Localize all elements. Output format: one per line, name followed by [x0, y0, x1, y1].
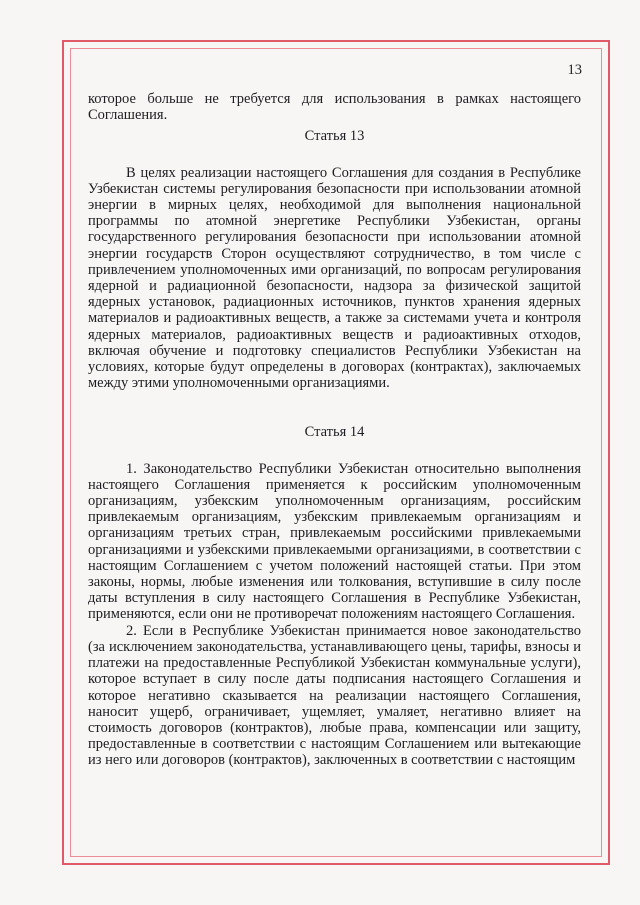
article-13-title: Статья 13: [304, 128, 365, 145]
intro-paragraph: которое больше не требуется для использования в рамках настоящего Соглашения.: [88, 91, 581, 124]
article-14-paragraph-2: 2. Если в Республике Узбекистан принимается новое законодательство (за исключением законодательства, устанавливающего цены, тарифы, взносы и платежи на предоставленные Республикой Узбекистан коммунальные услуги), которое вступает в силу после даты подписания настоящего Соглашения и которое негативно сказывается на реализации настоящего Соглашения, наносит ущерб, ограничивает, ущемляет, умаляет, негативно влияет на стоимость договоров (контрактов), любые права, компенсации или защиту, предоставленные в соответствии с настоящим Соглашением или вытекающие из него или договоров (контрактов), заключенных в соответствии с настоящим: [88, 622, 581, 769]
article-13-paragraph: В целях реализации настоящего Соглашения для создания в Республике Узбекистан системы регулирования безопасности при использовании атомной энергии в мирных целях, необходимой для выполнения национальной программы по атомной энергетике Республики Узбекистан, органы государственного регулирования безопасности при использовании атомной энергии государств Сторон осуществляют сотрудничество, в том числе с привлечением уполномоченных ими организаций, по вопросам регулирования ядерной и радиационной безопасности, надзора за физической защитой ядерных установок, радиационных источников, пунктов хранения ядерных материалов и радиоактивных веществ, а также за системами учета и контроля ядерных материалов, радиоактивных веществ и радиоактивных отходов, включая обучение и подготовку специалистов Республики Узбекистан на условиях, которые будут определены в договорах (контрактах), заключаемых между этими уполномоченными организациями.: [88, 164, 581, 392]
article-14-paragraph-1: 1. Законодательство Республики Узбекистан относительно выполнения настоящего Соглашения применяется к российским уполномоченным организациям, узбекским уполномоченным организациям, российским привлекаемым организациям, узбекским привлекаемым организациям и организациям третьих стран, привлекаемым российскими привлекаемыми организациями и узбекскими привлекаемыми организациями, в соответствии с настоящим Соглашением с учетом положений настоящей статьи. При этом законы, нормы, любые изменения или толкования, вступившие в силу после даты вступления в силу настоящего Соглашения в Республике Узбекистан, применяются, если они не противоречат положениям настоящего Соглашения.: [88, 460, 581, 623]
document-body: [88, 91, 581, 769]
page-number: 13: [567, 62, 582, 78]
article-14-title: Статья 14: [304, 424, 365, 441]
